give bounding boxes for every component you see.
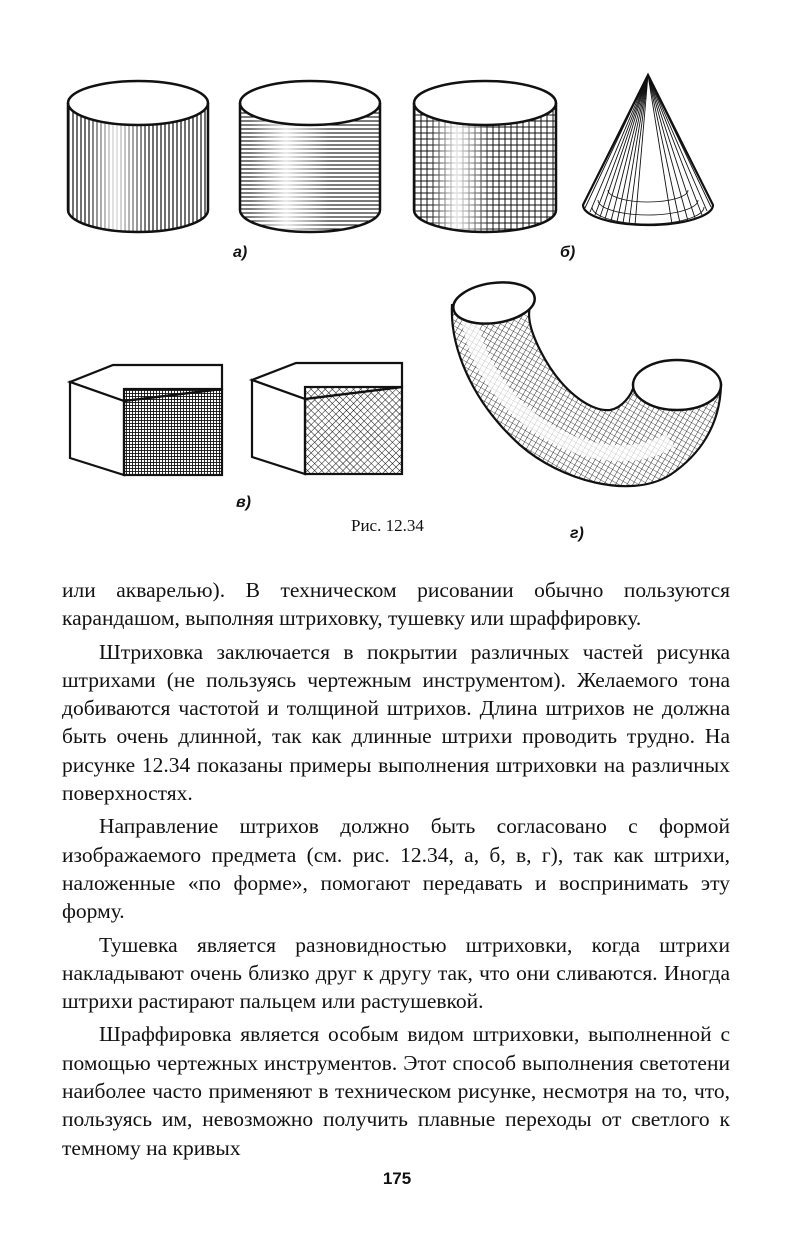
paragraph-2: Штриховка заключается в покрытии различных частей рисунка штрихами (не пользуясь чертежным инструментом). Желаемого тона добиваются частотой и толщиной штрихов. Длина штрихов не должна быть очень длинной, так как длинные штрихи проводить трудно. На рисунке 12.34 показаны примеры выполнения штриховки на различных поверхностях.	[62, 639, 730, 806]
cylinder-vertical-hatching	[68, 81, 208, 235]
figure-12-34	[0, 0, 794, 560]
cylinder-horizontal-hatching	[240, 81, 380, 235]
figure-label-a: а)	[233, 244, 248, 261]
figure-label-b: б)	[560, 244, 576, 261]
page-number: 175	[382, 1169, 412, 1188]
cylinder-grid-hatching	[414, 81, 556, 235]
paragraph-1: или акварелью). В техническом рисовании обычно пользуются карандашом, выполняя штриховку, тушевку или шраффировку.	[62, 578, 730, 631]
box-cross-hatching	[252, 363, 402, 474]
body-text	[62, 576, 730, 1167]
box-grid-hatching	[70, 365, 222, 475]
paragraph-4: Тушевка является разновидностью штриховки, когда штрихи накладывают очень близко друг к другу так, что они сливаются. Иногда штрихи растирают пальцем или растушевкой.	[62, 932, 730, 1014]
bent-tube-hatching	[451, 277, 721, 486]
paragraph-3: Направление штрихов должно быть согласовано с формой изображаемого предмета (см. рис. 12.34, а, б, в, г), так как штрихи, наложенные «по форме», помогают передавать и воспринимать эту форму.	[62, 814, 730, 924]
cone-radial-hatching	[583, 75, 713, 225]
paragraph-5: Шраффировка является особым видом штриховки, выполненной с помощью чертежных инструментов. Этот способ выполнения светотени наиболее часто применяют в техническом рисунке, несмотря на то, что, пользуясь им, невозможно получить плавные переходы от светлого к темному на кривых	[62, 1022, 730, 1160]
figure-caption: Рис. 12.34	[351, 516, 424, 535]
figure-label-v: в)	[236, 494, 251, 511]
figure-label-g: г)	[570, 525, 584, 542]
